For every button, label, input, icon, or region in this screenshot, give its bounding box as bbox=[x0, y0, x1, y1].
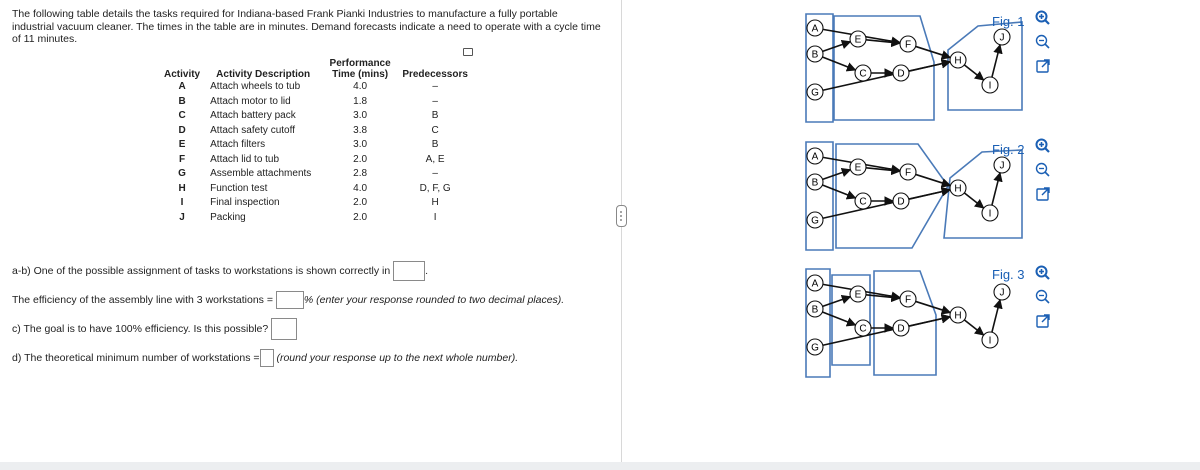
zoom-out-icon[interactable] bbox=[1033, 32, 1053, 52]
task-node-c bbox=[855, 65, 871, 81]
answer-c-select[interactable] bbox=[271, 318, 297, 340]
task-node-j bbox=[994, 284, 1010, 300]
cell-time: 2.8 bbox=[353, 168, 368, 179]
cell-time: 3.0 bbox=[353, 110, 368, 121]
cell-description: Packing bbox=[210, 211, 246, 223]
table-row bbox=[160, 211, 472, 226]
cell-time: 1.8 bbox=[353, 95, 368, 107]
svg-text:I: I bbox=[988, 80, 992, 92]
task-node-i bbox=[982, 332, 998, 348]
open-external-icon[interactable] bbox=[1033, 56, 1053, 76]
cell-activity: J bbox=[179, 211, 185, 223]
task-node-g bbox=[807, 339, 823, 355]
cell-pred: – bbox=[432, 168, 438, 179]
svg-text:I: I bbox=[988, 335, 992, 347]
cell-pred: – bbox=[432, 81, 438, 92]
workstations-input[interactable] bbox=[260, 349, 274, 367]
zoom-in-icon[interactable] bbox=[1033, 8, 1053, 28]
cell-time: 4.0 bbox=[353, 81, 368, 92]
precedence-arrow bbox=[916, 46, 951, 57]
svg-text:G: G bbox=[811, 215, 819, 227]
task-node-d bbox=[893, 193, 909, 209]
zoom-out-icon[interactable] bbox=[1033, 160, 1053, 180]
col-time bbox=[322, 58, 398, 80]
svg-text:D: D bbox=[897, 196, 905, 208]
svg-text:E: E bbox=[854, 34, 862, 46]
task-node-h bbox=[950, 52, 966, 68]
efficiency-input[interactable] bbox=[276, 291, 304, 309]
cell-activity: A bbox=[178, 81, 186, 92]
svg-text:C: C bbox=[859, 68, 867, 80]
cell-description: Attach motor to lid bbox=[210, 95, 291, 107]
cell-pred: B bbox=[431, 110, 439, 121]
cell-pred: A, E bbox=[425, 153, 445, 165]
cell-time: 3.0 bbox=[353, 139, 368, 150]
svg-text:B: B bbox=[811, 304, 819, 316]
zoom-in-icon[interactable] bbox=[1033, 136, 1053, 156]
zoom-in-icon[interactable] bbox=[1033, 263, 1053, 283]
svg-text:I: I bbox=[988, 208, 992, 220]
cell-activity: H bbox=[178, 182, 186, 194]
question-c-text: c) The goal is to have 100% efficiency. Is this possible? bbox=[12, 322, 269, 335]
precedence-arrow bbox=[823, 62, 950, 91]
question-ab-text: a-b) One of the possible assignment of tasks to workstations is shown correctly in bbox=[12, 264, 391, 277]
question-d-text: d) The theoretical minimum number of workstations = bbox=[12, 351, 260, 364]
precedence-arrow bbox=[992, 300, 1000, 332]
col-predecessors: Predecessors bbox=[402, 69, 468, 80]
col-time-l2: Time (mins) bbox=[332, 69, 389, 80]
figure-label: Fig. 3 bbox=[992, 267, 1025, 282]
precedence-arrow bbox=[823, 297, 851, 307]
figure-2[interactable] bbox=[800, 138, 1030, 253]
copy-icon[interactable] bbox=[463, 48, 473, 56]
task-node-e bbox=[850, 286, 866, 302]
cell-description: Attach wheels to tub bbox=[210, 81, 301, 92]
question-d bbox=[12, 349, 518, 367]
table-row bbox=[160, 95, 472, 110]
task-node-a bbox=[807, 20, 823, 36]
table-row bbox=[160, 109, 472, 124]
cell-pred: B bbox=[431, 139, 439, 150]
task-node-e bbox=[850, 31, 866, 47]
cell-activity: C bbox=[178, 110, 186, 121]
task-node-a bbox=[807, 148, 823, 164]
svg-text:C: C bbox=[859, 196, 867, 208]
svg-text:D: D bbox=[897, 323, 905, 335]
cell-time: 2.0 bbox=[353, 211, 368, 223]
svg-text:G: G bbox=[811, 87, 819, 99]
figure-label: Fig. 2 bbox=[992, 142, 1025, 157]
table-row bbox=[160, 153, 472, 168]
svg-text:J: J bbox=[999, 32, 1005, 44]
question-efficiency bbox=[12, 291, 564, 309]
question-d-hint: (round your response up to the next whole number). bbox=[276, 351, 519, 364]
precedence-arrow bbox=[992, 173, 1000, 205]
figure-3-tools bbox=[1033, 263, 1053, 335]
figure-1[interactable] bbox=[800, 10, 1030, 125]
efficiency-hint: % (enter your response rounded to two decimal places). bbox=[303, 293, 565, 306]
task-node-h bbox=[950, 180, 966, 196]
problem-intro: The following table details the tasks required for Indiana-based Frank Pianki Industries to manufacture a fully portable industrial vacuum cleaner. The times in the table are in minutes. Demand forecasts indicate a need to operate with a cycle time of 11 minutes. bbox=[12, 8, 601, 45]
svg-text:H: H bbox=[954, 55, 962, 67]
cell-description: Assemble attachments bbox=[210, 168, 312, 179]
cell-time: 3.8 bbox=[353, 124, 368, 136]
task-node-b bbox=[807, 301, 823, 317]
task-node-d bbox=[893, 65, 909, 81]
panel-divider bbox=[621, 0, 622, 462]
svg-text:D: D bbox=[897, 68, 905, 80]
workstation-outline bbox=[836, 144, 948, 248]
col-time-l1: Performance bbox=[329, 58, 391, 69]
svg-text:F: F bbox=[904, 294, 912, 306]
cell-pred: I bbox=[433, 211, 437, 223]
cell-pred: – bbox=[432, 95, 438, 107]
svg-text:J: J bbox=[999, 287, 1005, 299]
bottom-bar bbox=[0, 462, 1200, 470]
figure-label: Fig. 1 bbox=[992, 14, 1025, 29]
cell-time: 2.0 bbox=[353, 197, 368, 208]
cell-description: Attach battery pack bbox=[210, 110, 296, 121]
cell-pred: H bbox=[431, 197, 439, 208]
table-row bbox=[160, 167, 472, 182]
task-node-j bbox=[994, 157, 1010, 173]
precedence-arrow bbox=[992, 45, 1000, 77]
task-table bbox=[160, 58, 472, 225]
open-external-icon[interactable] bbox=[1033, 184, 1053, 204]
cell-time: 2.0 bbox=[353, 153, 368, 165]
svg-text:C: C bbox=[859, 323, 867, 335]
precedence-arrow bbox=[964, 320, 983, 335]
cell-description: Function test bbox=[210, 182, 268, 194]
svg-text:A: A bbox=[811, 151, 819, 163]
cell-activity: D bbox=[178, 124, 186, 136]
cell-description: Attach filters bbox=[210, 139, 266, 150]
precedence-arrow bbox=[822, 57, 855, 70]
precedence-arrow bbox=[823, 317, 950, 346]
table-row bbox=[160, 124, 472, 139]
cell-activity: E bbox=[178, 139, 186, 150]
svg-text:A: A bbox=[811, 278, 819, 290]
task-node-f bbox=[900, 36, 916, 52]
task-node-j bbox=[994, 29, 1010, 45]
svg-text:B: B bbox=[811, 49, 819, 61]
svg-text:F: F bbox=[904, 167, 912, 179]
figure-2-tools bbox=[1033, 136, 1053, 208]
svg-text:A: A bbox=[811, 23, 819, 35]
zoom-out-icon[interactable] bbox=[1033, 287, 1053, 307]
svg-text:E: E bbox=[854, 162, 862, 174]
cell-description: Attach lid to tub bbox=[210, 153, 280, 165]
task-node-g bbox=[807, 212, 823, 228]
cell-description: Final inspection bbox=[210, 197, 280, 208]
svg-text:E: E bbox=[854, 289, 862, 301]
task-node-c bbox=[855, 193, 871, 209]
task-node-a bbox=[807, 275, 823, 291]
table-row bbox=[160, 80, 472, 95]
task-node-i bbox=[982, 77, 998, 93]
svg-text:F: F bbox=[904, 39, 912, 51]
cell-time: 4.0 bbox=[353, 182, 368, 194]
cell-activity: B bbox=[178, 95, 186, 107]
resize-handle[interactable] bbox=[616, 205, 627, 227]
task-node-f bbox=[900, 291, 916, 307]
svg-text:J: J bbox=[999, 160, 1005, 172]
svg-text:G: G bbox=[811, 342, 819, 354]
task-node-b bbox=[807, 174, 823, 190]
col-description: Activity Description bbox=[216, 69, 311, 80]
precedence-arrow bbox=[822, 185, 855, 198]
cell-activity: I bbox=[180, 197, 184, 208]
svg-text:H: H bbox=[954, 183, 962, 195]
open-external-icon[interactable] bbox=[1033, 311, 1053, 331]
table-row bbox=[160, 196, 472, 211]
figure-1-tools bbox=[1033, 8, 1053, 80]
task-node-e bbox=[850, 159, 866, 175]
precedence-arrow bbox=[823, 42, 851, 52]
question-ab-end: . bbox=[425, 264, 429, 277]
question-ab bbox=[12, 261, 428, 281]
svg-text:H: H bbox=[954, 310, 962, 322]
question-efficiency-text: The efficiency of the assembly line with 3 workstations = bbox=[12, 293, 273, 306]
task-node-g bbox=[807, 84, 823, 100]
question-c bbox=[12, 318, 297, 340]
col-activity: Activity bbox=[164, 69, 201, 80]
precedence-arrow bbox=[964, 65, 983, 80]
task-node-h bbox=[950, 307, 966, 323]
cell-pred: D, F, G bbox=[419, 182, 451, 194]
precedence-arrow bbox=[964, 193, 983, 208]
task-node-b bbox=[807, 46, 823, 62]
figure-3[interactable] bbox=[800, 265, 1030, 380]
task-node-f bbox=[900, 164, 916, 180]
cell-description: Attach safety cutoff bbox=[210, 124, 295, 136]
cell-pred: C bbox=[431, 124, 439, 136]
table-row bbox=[160, 182, 472, 197]
task-node-d bbox=[893, 320, 909, 336]
cell-activity: F bbox=[179, 153, 186, 165]
cell-activity: G bbox=[178, 168, 186, 179]
precedence-arrow bbox=[822, 312, 855, 325]
task-node-i bbox=[982, 205, 998, 221]
table-row bbox=[160, 138, 472, 153]
task-node-c bbox=[855, 320, 871, 336]
svg-text:B: B bbox=[811, 177, 819, 189]
answer-ab-select[interactable] bbox=[393, 261, 425, 281]
precedence-arrow bbox=[916, 301, 951, 312]
precedence-arrow bbox=[916, 174, 951, 185]
